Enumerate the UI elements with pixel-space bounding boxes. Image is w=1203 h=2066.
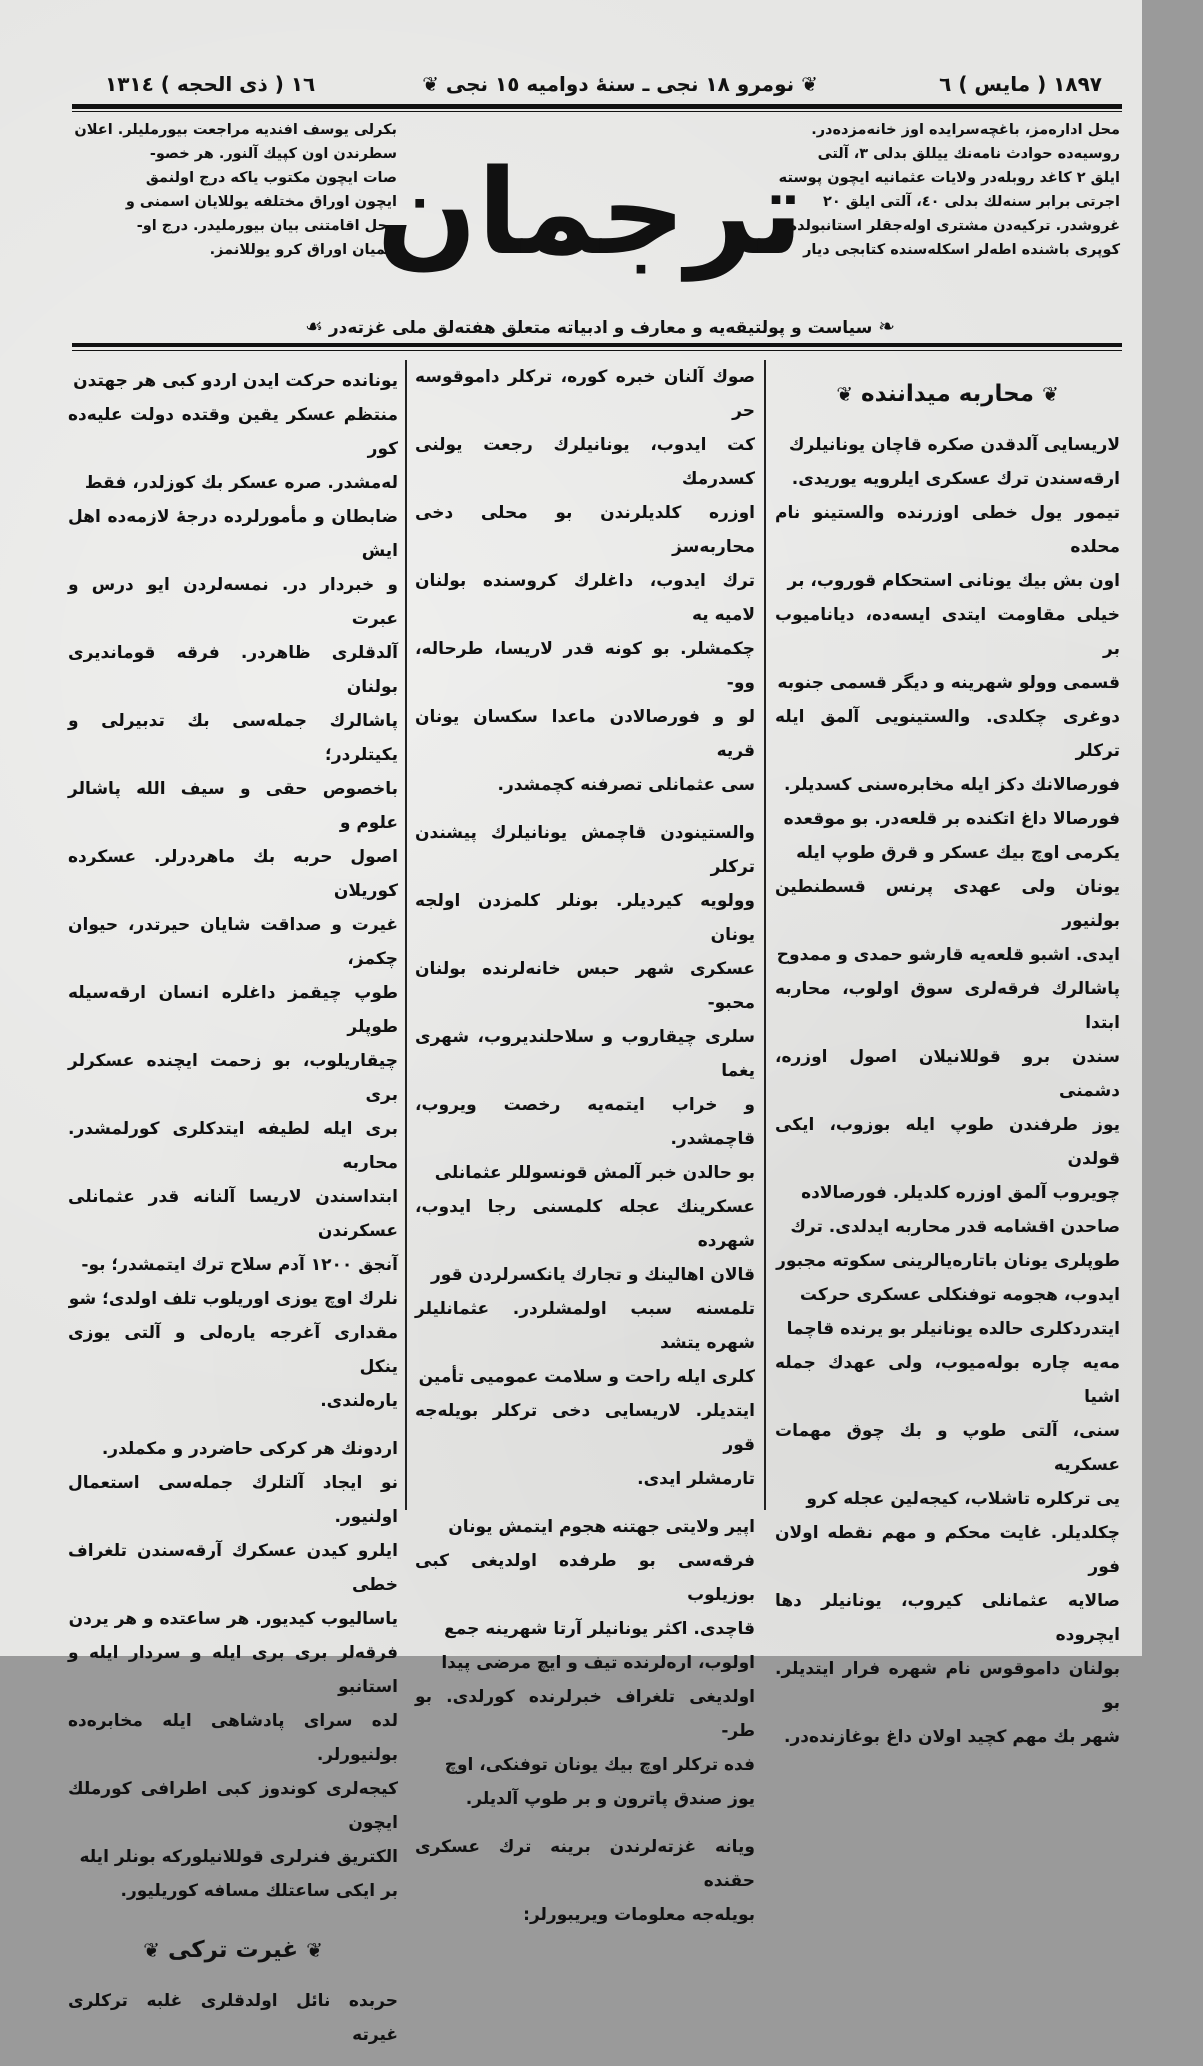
tagline [270, 314, 930, 340]
text-line: يونان ولى عهدى پرنس قسطنطين بولنيور [775, 877, 1120, 931]
text-line: فرقه‌سى بو طرفده اولديغى كبى بوزيلوب [415, 1551, 755, 1605]
text-line: و خراب ايتمه‌يه رخصت ويروب، قاچمشدر. [415, 1095, 755, 1149]
text-line: يوز طرفندن طوپ ايله بوزوب، ايكى قولدن [775, 1115, 1120, 1169]
paragraph [415, 1830, 755, 1932]
text-line: ضابطان و مأمورلرده درجهٔ لازمه‌ده اهل ايش [68, 507, 398, 561]
text-line: لنميان اوراق كرو يوللانمز. [209, 242, 397, 258]
paragraph [68, 1432, 398, 1908]
text-line: نلرك اوچ يوزى اوريلوب تلف اولدى؛ شو [68, 1289, 398, 1309]
text-line: نو ايجاد آلتلرك جمله‌سى استعمال اولنيور. [68, 1473, 398, 1527]
text-line: اوزره كلديلرندن بو محلى دخى محاربه‌سز [415, 503, 755, 557]
text-line: ارقه‌سندن ترك عسكرى ايلرويه يوريدى. [791, 469, 1120, 489]
text-line: آنجق ١٢٠٠ آدم سلاح ترك ايتمشدر؛ بو- [81, 1255, 398, 1275]
text-line: بويله‌جه معلومات ويريبورلر: [523, 1905, 755, 1925]
article-heading [775, 366, 1120, 422]
text-line: يى تركلره تاشلاب، كيجه‌لين عجله كرو [806, 1489, 1120, 1509]
text-line: ابتداسندن لاريسا آلنانه قدر عثمانلى عسكرندن [68, 1187, 398, 1241]
issue-text: نومرو ١٨ نجى ـ سنهٔ دواميه ١٥ نجى [445, 72, 795, 96]
text-line: لاريسايى آلدقدن صكره قاچان يونانيلرك [788, 435, 1120, 455]
text-line: فورصالانك دكز ايله مخابره‌سنى كسديلر. [784, 775, 1120, 795]
text-line: لو و فورصالادن ماعدا سكسان يونان قريه [415, 707, 755, 761]
gregorian-date: ١٨٩٧ ( مايس ) ٦ [939, 72, 1102, 96]
text-line: چكمشلر. بو كونه قدر لاريسا، طرحاله، وو- [415, 639, 755, 693]
text-line: طوپلرى يونان باتاره‌يالرينى سكوته مجبور [776, 1251, 1120, 1271]
text-line: قاچدى. اكثر يونانيلر آرتا شهرينه جمع [444, 1619, 755, 1639]
heading-text: غيرت تركى [167, 1937, 299, 1963]
text-line: سطرندن اون كپيك آلنور. هر خصو- [149, 146, 397, 162]
text-line: بكرلى يوسف افنديه مراجعت بيورمليلر. اعلان [74, 122, 397, 138]
text-line: تارمشلر ايدى. [637, 1469, 755, 1489]
text-line: غيرت و صداقت شايان حيرتدر، حيوان چكمز، [68, 915, 398, 969]
text-line: چيقاريلوب، بو زحمت ايچنده عسكرلر برى [68, 1051, 398, 1105]
text-line: محل اداره‌مز، باغچه‌سرايده اوز خانه‌مزده‌در. [811, 122, 1120, 138]
paragraph [415, 816, 755, 1496]
text-line: كت ايدوب، يونانيلرك رجعت يولنى كسدرمك [415, 435, 755, 489]
text-line: قسمى وولو شهرينه و ديگر قسمى جنوبه [777, 673, 1120, 693]
text-line: عسكرى شهر حبس خانه‌لرنده بولنان محبو- [415, 959, 755, 1013]
text-line: صوك آلنان خبره كوره، تركلر داموقوسه حر [415, 367, 755, 421]
column-middle [415, 360, 755, 1946]
text-line: ياره‌لندى. [320, 1391, 398, 1411]
ornament-icon: ☙ [304, 314, 323, 338]
text-line: اون بش بيك يونانى استحكام قوروب، بر [787, 571, 1120, 591]
ornament-icon: ❦ [836, 382, 853, 406]
text-line: حربده نائل اولدقلرى غلبه تركلرى غيرته [68, 1991, 398, 2045]
text-line: والستينودن قاچمش يونانيلرك پيشندن تركلر [415, 823, 755, 877]
masthead-title: ترجمان [376, 142, 804, 281]
masthead-rule-thin [72, 350, 1122, 351]
text-line: اجرتى برابر سنه‌لك بدلى ٤٠، آلتى ايلق ٢٠ [823, 194, 1120, 210]
text-line: خيلى مقاومت ايتدى ايسه‌ده، دياناميوب بر [775, 605, 1120, 659]
text-line: پاشالرك فرقه‌لرى سوق اولوب، محاربه ابتدا [775, 979, 1120, 1033]
text-line: قالان اهالينك و تجارك يانكسرلردن قور [431, 1265, 755, 1285]
paragraph [68, 1984, 398, 2052]
text-line: لده سراى پادشاهى ايله مخابره‌ده بولنيورلر. [68, 1711, 398, 1765]
text-line: بولنان داموقوس نام شهره فرار ايتديلر. بو [775, 1659, 1120, 1713]
ornament-icon: ❦ [1042, 382, 1059, 406]
heading-text: محاربه ميداننده [861, 381, 1034, 407]
text-line: اپير ولايتى جهتنه هجوم ايتمش يونان [448, 1517, 755, 1537]
text-line: روسيه‌ده حوادث نامه‌نك ييللق بدلى ٣، آلتى [817, 146, 1120, 162]
text-line: يونانده حركت ايدن اردو كبى هر جهتدن [73, 371, 398, 391]
text-line: ايدوب، هجومه توفنكلى عسكرى حركت [799, 1285, 1120, 1305]
ornament-icon: ❦ [143, 1938, 160, 1962]
text-line: غروشدر. تركيه‌دن مشترى اوله‌جقلر استانبولده [788, 218, 1120, 234]
text-line: يكرمى اوچ بيك عسكر و قرق طوپ ايله [796, 843, 1120, 863]
text-line: اردونك هر كركى حاضردر و مكملدر. [101, 1439, 398, 1459]
ornament-icon: ❦ [801, 72, 818, 96]
masthead-rule [72, 343, 1122, 347]
header-right-notice [775, 118, 1120, 262]
text-line: شهر بك مهم كچيد اولان داغ بوغازنده‌در. [784, 1727, 1120, 1747]
text-line: فرقه‌لر برى برى ايله و سردار ايله و استانبو [68, 1643, 398, 1697]
text-line: كلرى ايله راحت و سلامت عموميى تأمين [418, 1367, 755, 1387]
text-line: باخصوص حقى و سيف الله پاشالر علوم و [68, 779, 398, 833]
text-line: چويروب آلمق اوزره كلديلر. فورصالاده [801, 1183, 1120, 1203]
issue-number [420, 72, 820, 102]
text-line: اولوب، اره‌لرنده تيف و ايچ مرضى پيدا [441, 1653, 755, 1673]
text-line: ويانه غزته‌لرندن برينه ترك عسكرى حقنده [415, 1837, 755, 1891]
text-line: وولويه كيرديلر. بونلر كلمزدن اولجه يونان [415, 891, 755, 945]
text-line: سى عثمانلى تصرفنه كچمشدر. [497, 775, 755, 795]
text-line: الكتريق فنرلرى قوللانيلوركه بونلر ايله [79, 1847, 398, 1867]
text-line: محل اقامتنى بيان بيورمليدر. درج او- [136, 218, 397, 234]
text-line: دوغرى چكلدى. والستينويى آلمق ايله تركلر [775, 707, 1120, 761]
text-line: سلرى چيقاروب و سلاحلنديروب، شهرى يغما [415, 1027, 755, 1081]
text-line: اصول حربه بك ماهردرلر. عسكرده كوريلان [68, 847, 398, 901]
article-body [68, 364, 398, 1908]
text-line: پاشالرك جمله‌سى بك تدبيرلى و يكيتلردر؛ [68, 711, 398, 765]
article-body [415, 360, 755, 1932]
text-line: كيجه‌لرى كوندوز كبى اطرافى كورملك ايچون [68, 1779, 398, 1833]
text-line: آلدقلرى ظاهردر. فرقه قوماندیرى بولنان [68, 643, 398, 697]
text-line: صالايه عثمانلى كيروب، يونانيلر دها ايچروده [775, 1591, 1120, 1645]
text-line: ايتديلر. لاريسايى دخى تركلر بويله‌جه قور [415, 1401, 755, 1455]
ornament-icon: ❦ [422, 72, 439, 96]
text-line: له‌مشدر. صره عسكر بك كوزلدر، فقط [84, 473, 398, 493]
text-line: ايدى. اشبو قلعه‌يه قارشو حمدى و ممدوح [776, 945, 1120, 965]
text-line: ايلرو كيدن عسكرك آرقه‌سندن تلغراف خطى [68, 1541, 398, 1595]
text-line: مقدارى آغرجه ياره‌لى و آلتى يوزى ينكل [68, 1323, 398, 1377]
text-line: سندن برو قوللانيلان اصول اوزره، دشمنى [775, 1047, 1120, 1101]
text-line: تيمور يول خطى اوزرنده والستينو نام محلده [775, 503, 1120, 557]
text-line: فورصالا داغ اتكنده بر قلعه‌در. بو موقعده [783, 809, 1120, 829]
text-line: تلمسنه سبب اولمشلردر. عثمانليلر شهره يتشد [415, 1299, 755, 1353]
text-line: ايتدردكلرى حالده يونانيلر بو يرنده قاچما [786, 1319, 1120, 1339]
text-line: مه‌يه چاره بوله‌ميوب، ولى عهدك جمله اشيا [775, 1353, 1120, 1407]
text-line: يوز صندق پاترون و بر طوپ آلديلر. [465, 1789, 755, 1809]
text-line: ياساليوب كيديور. هر ساعتده و هر يردن [68, 1609, 398, 1629]
column-left [68, 364, 398, 2066]
paragraph [775, 428, 1120, 1754]
tagline-text: سياست و پولتيقه‌يه و معارف و ادبياته متعلق هفته‌لق ملى غزته‌در [328, 318, 873, 338]
paragraph [415, 1510, 755, 1816]
ornament-icon: ❧ [878, 314, 896, 338]
article-heading [68, 1922, 398, 1978]
paragraph [415, 360, 755, 802]
text-line: چكلديلر. غايت محكم و مهم نقطه اولان فور [775, 1523, 1120, 1577]
text-line: فده تركلر اوچ بيك يونان توفنكى، اوچ [444, 1755, 755, 1775]
text-line: صات ايچون مكتوب ياكه درج اولنمق [145, 170, 397, 186]
text-line: ترك ايدوب، داغلرك كروسنده بولنان لاميه يه [415, 571, 755, 625]
article-body [68, 1984, 398, 2052]
ornament-icon: ❦ [306, 1938, 323, 1962]
article-body [775, 428, 1120, 1754]
text-line: بر ايكى ساعتلك مسافه كوريليور. [120, 1881, 398, 1901]
column-divider [764, 360, 766, 1510]
hijri-date: ١٦ ( ذى الحجه ) ١٣١٤ [105, 72, 316, 96]
text-line: عسكرينك عجله كلمسنى رجا ايدوب، شهرده [415, 1197, 755, 1251]
header-left-notice [72, 118, 397, 262]
text-line: صاحدن اقشامه قدر محاربه ايدلدى. ترك [790, 1217, 1120, 1237]
text-line: منتظم عسكر يقين وقتده دولت عليه‌ده كور [68, 405, 398, 459]
text-line: ايچون اوراق مختلفه يوللايان اسمنى و [125, 194, 397, 210]
column-right [775, 360, 1120, 1768]
text-line: و خبردار در. نمسه‌لردن ايو درس و عبرت [68, 575, 398, 629]
text-line: طوپ چيقمز داغلره انسان ارقه‌سيله طوپلر [68, 983, 398, 1037]
paragraph [68, 364, 398, 1418]
text-line: كوپرى باشنده اطه‌لر اسكله‌سنده كتابجى ديار [803, 242, 1120, 258]
text-line: برى ايله لطيفه ايتدكلرى كورلمشدر. محاربه [68, 1119, 398, 1173]
text-line: اولديغى تلغراف خبرلرنده كورلدى. بو طر- [415, 1687, 755, 1741]
column-divider [405, 360, 407, 1510]
header-rule [72, 104, 1122, 109]
text-line: بو حالدن خبر آلمش قونسوللر عثمانلى [434, 1163, 755, 1183]
header-rule-thin [72, 111, 1122, 112]
text-line: ايلق ٢ كاغد روبله‌در ولايات عثمانيه ايچون پوسته [778, 170, 1120, 186]
text-line: سنى، آلتى طوپ و بك چوق مهمات عسكريه [775, 1421, 1120, 1475]
